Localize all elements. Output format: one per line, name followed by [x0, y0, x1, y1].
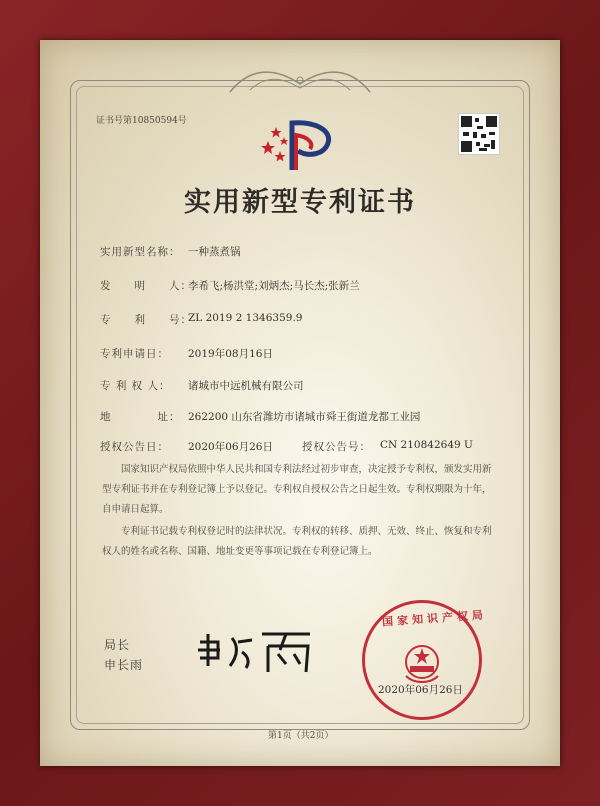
field-label-address: 地 址：: [100, 411, 181, 423]
field-label-grant-number: 授权公告号：: [302, 441, 371, 453]
field-value-patent-number: ZL 2019 2 1346359.9: [188, 312, 303, 324]
field-label-name: 实用新型名称：: [100, 246, 181, 258]
qr-code: [458, 113, 500, 155]
field-value-grant-date: 2020年06月26日: [188, 441, 273, 453]
legal-paragraph-2: 专利证书记载专利权登记时的法律状况。专利权的转移、质押、无效、终止、恢复和专利权人的姓名或名称、国籍、地址变更等事项记载在专利登记簿上。: [102, 526, 492, 557]
ornament-icon: [220, 62, 380, 98]
field-value-application-date: 2019年08月16日: [188, 348, 273, 360]
field-label-patent-number: 专 利 号：: [100, 314, 192, 326]
field-value-address: 262200 山东省潍坊市诸城市舜王街道龙都工业园: [188, 411, 421, 423]
director-name: 申长雨: [104, 658, 144, 672]
field-label-grant-date: 授权公告日：: [100, 441, 169, 453]
certificate-paper: [40, 40, 560, 766]
field-value-grant-number: CN 210842649 U: [380, 439, 473, 451]
field-label-patentee: 专 利 权 人：: [100, 380, 171, 392]
field-label-inventors: 发 明 人：: [100, 280, 192, 292]
certificate-number: 证书号第10850594号: [96, 116, 187, 126]
legal-paragraph-1: 国家知识产权局依照中华人民共和国专利法经过初步审查，决定授予专利权，颁发实用新型专利证书并在专利登记簿上予以登记。专利权自授权公告之日起生效。专利权期限为十年，自申请日起算。: [102, 464, 492, 515]
field-value-inventors: 李希飞;杨洪堂;刘炳杰;马长杰;张新兰: [188, 280, 360, 292]
certificate-title: 实用新型专利证书: [184, 187, 416, 218]
issue-date: 2020年06月26日: [378, 684, 463, 696]
field-value-name: 一种蒸煮锅: [188, 246, 241, 258]
director-title: 局长: [104, 638, 131, 652]
signature: [190, 620, 320, 680]
cnipa-logo-icon: [258, 115, 338, 175]
field-label-application-date: 专利申请日：: [100, 348, 169, 360]
seal-text: 国家知识产权局: [381, 608, 488, 629]
field-value-patentee: 诸城市中远机械有限公司: [188, 380, 304, 392]
page-info: 第1页（共2页）: [268, 731, 334, 741]
